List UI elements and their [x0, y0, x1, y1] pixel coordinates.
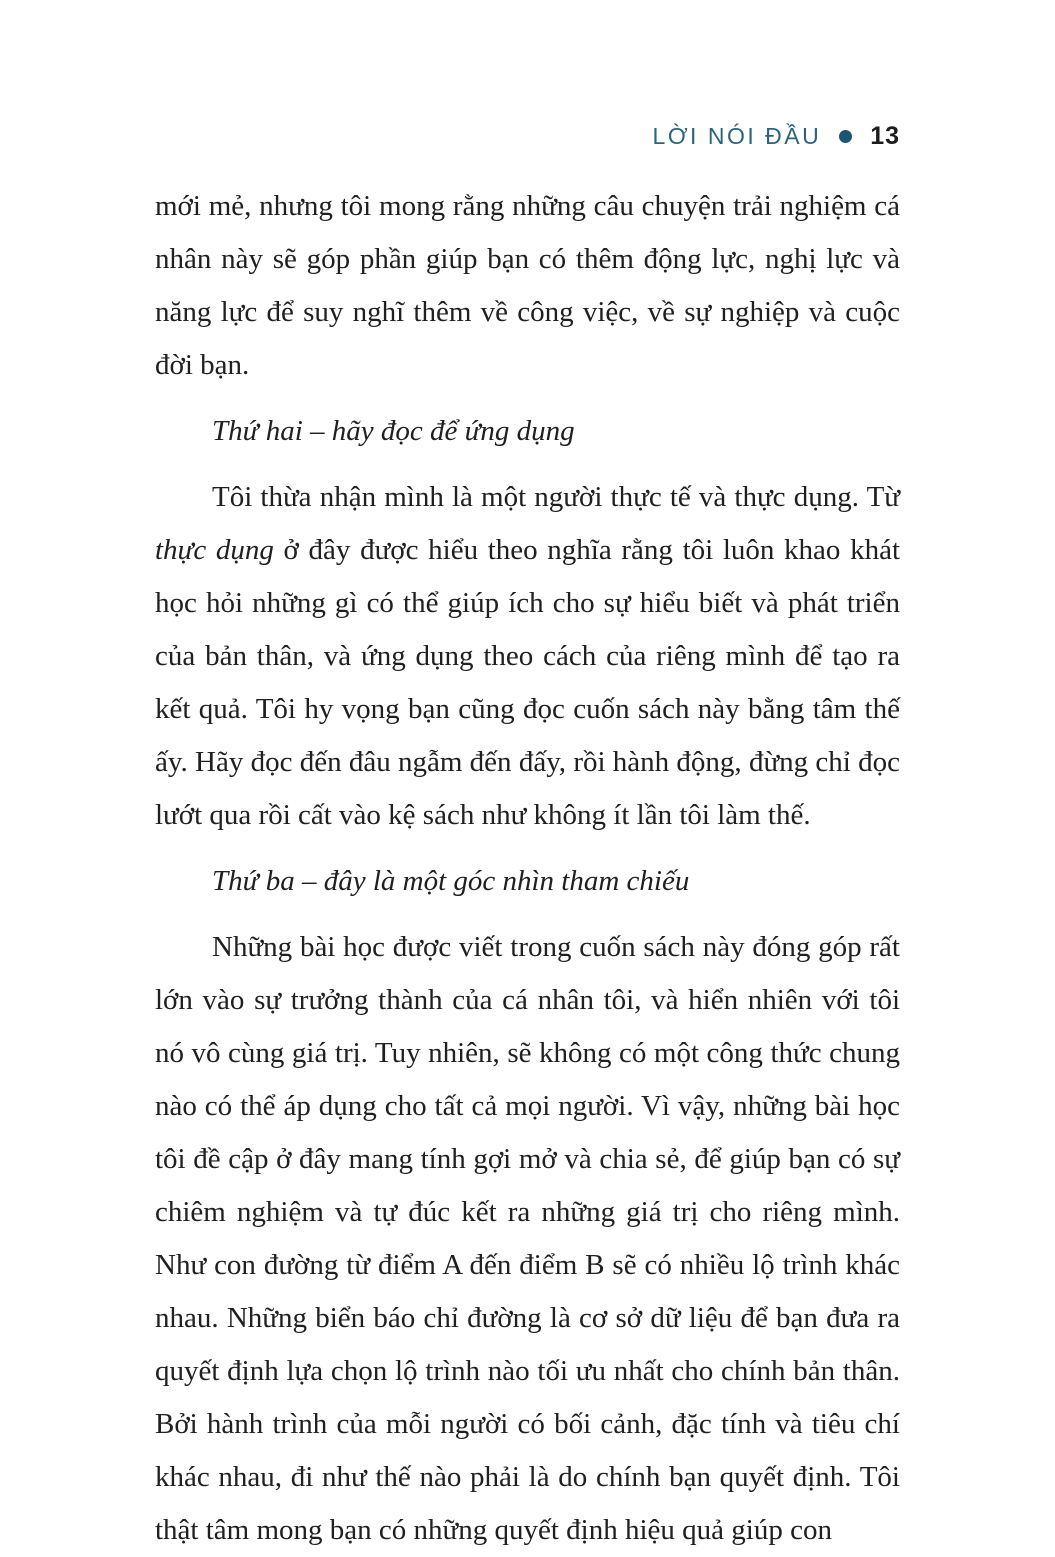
italic-text-run: Thứ ba – đây là một góc nhìn tham chiếu [212, 865, 690, 897]
text-run: Tôi thừa nhận mình là một người thực tế và thực dụng. Từ [212, 481, 900, 513]
running-head-title: LỜI NÓI ĐẦU [652, 122, 822, 149]
page-number: 13 [870, 121, 900, 150]
text-run: ở đây được hiểu theo nghĩa rằng tôi luôn khao khát học hỏi những gì có thể giúp ích cho sự hiểu biết và phát triển của bản thân, và ứng dụng theo cách của riêng mình để tạo ra kết quả. Tôi hy vọng bạn cũng đọc cuốn sách này bằng tâm thế ấy. Hãy đọc đến đâu ngẫm đến đấy, rồi hành động, đừng chỉ đọc lướt qua rồi cất vào kệ sách như không ít lần tôi làm thế. [155, 534, 901, 831]
paragraph [155, 921, 900, 1557]
header-bullet-icon [839, 130, 852, 143]
paragraph [155, 471, 900, 842]
page-body [155, 180, 900, 1557]
paragraph-continuation [155, 180, 900, 392]
subheading-thu-hai [155, 405, 900, 458]
italic-text-run: thực dụng [155, 534, 274, 566]
text-run: mới mẻ, nhưng tôi mong rằng những câu chuyện trải nghiệm cá nhân này sẽ góp phần giúp bạn có thêm động lực, nghị lực và năng lực để suy nghĩ thêm về công việc, về sự nghiệp và cuộc đời bạn. [155, 190, 900, 381]
text-run: Những bài học được viết trong cuốn sách này đóng góp rất lớn vào sự trưởng thành của cá nhân tôi, và hiển nhiên với tôi nó vô cùng giá trị. Tuy nhiên, sẽ không có một công thức chung nào có thể áp dụng cho tất cả mọi người. Vì vậy, những bài học tôi đề cập ở đây mang tính gợi mở và chia sẻ, để giúp bạn có sự chiêm nghiệm và tự đúc kết ra những giá trị cho riêng mình. Như con đường từ điểm A đến điểm B sẽ có nhiều lộ trình khác nhau. Những biển báo chỉ đường là cơ sở dữ liệu để bạn đưa ra quyết định lựa chọn lộ trình nào tối ưu nhất cho chính bản thân. Bởi hành trình của mỗi người có bối cảnh, đặc tính và tiêu chí khác nhau, đi như thế nào phải là do chính bạn quyết định. Tôi thật tâm mong bạn có những quyết định hiệu quả giúp con [155, 931, 900, 1546]
page-header [155, 120, 900, 152]
italic-text-run: Thứ hai – hãy đọc để ứng dụng [212, 415, 575, 447]
subheading-thu-ba [155, 855, 900, 908]
